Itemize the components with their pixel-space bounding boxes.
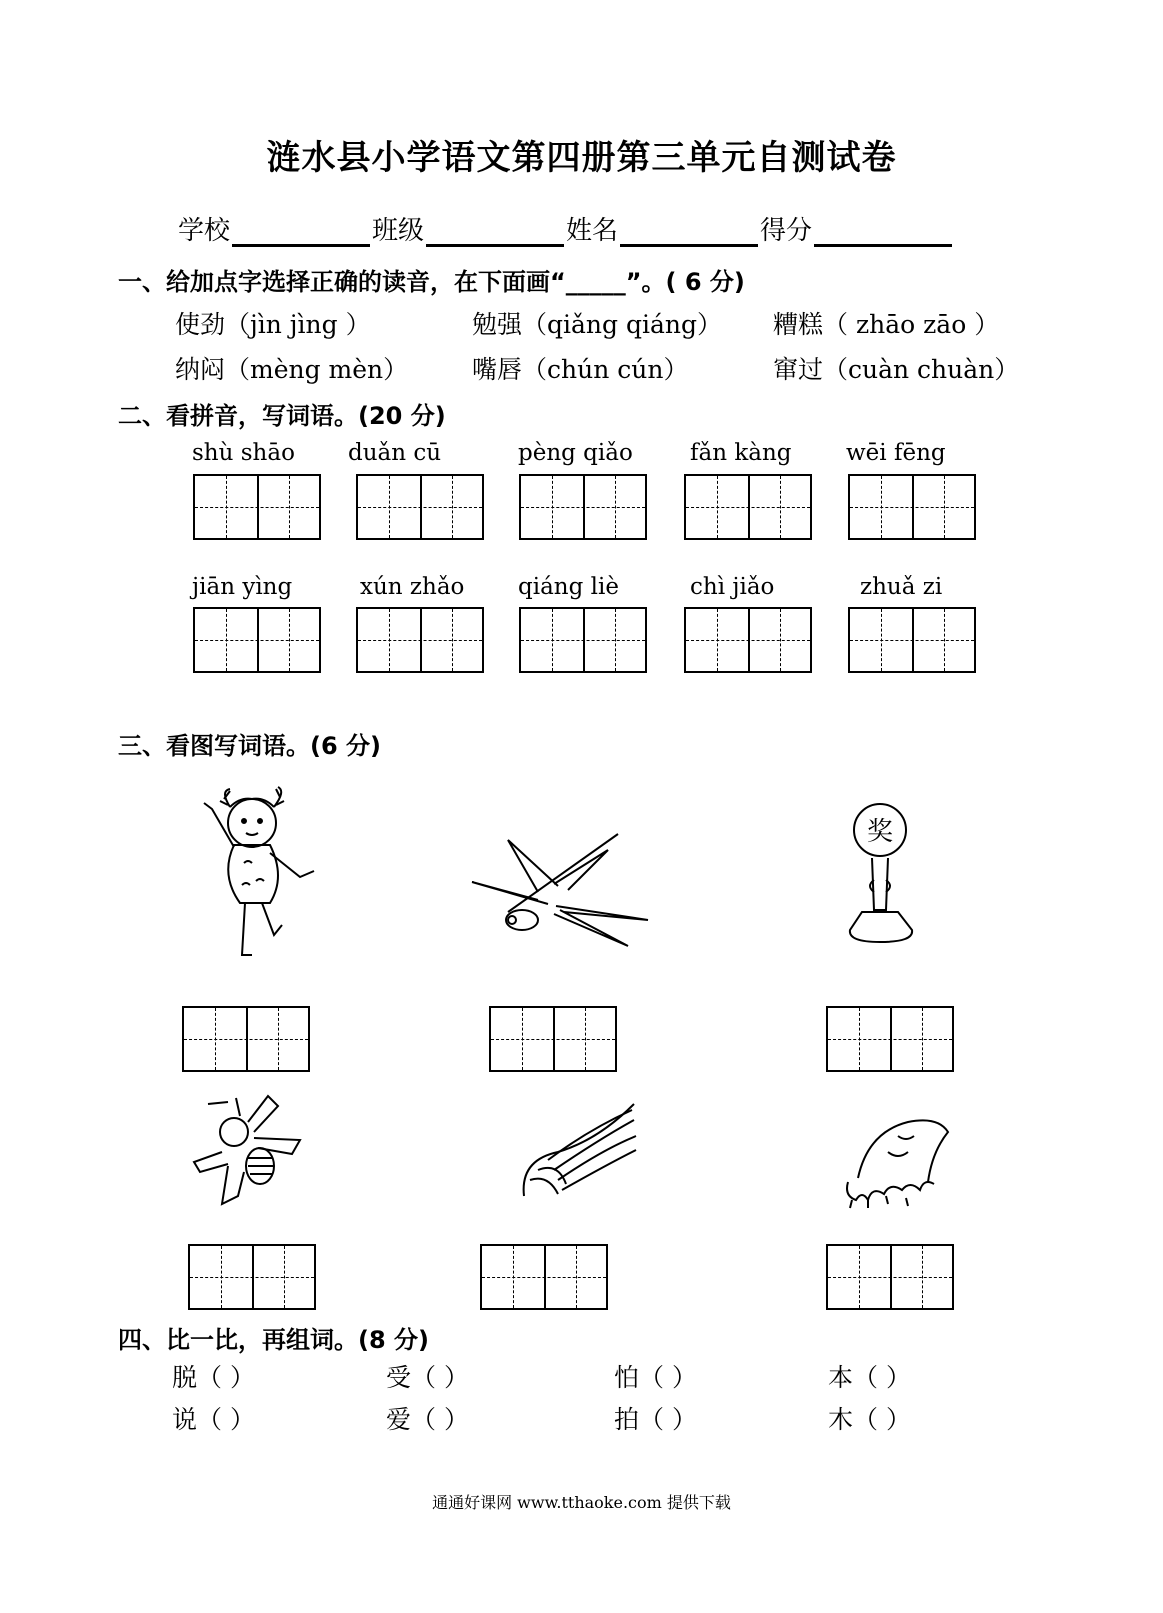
writing-grid[interactable] <box>519 474 647 540</box>
section1-heading: 一、给加点字选择正确的读音，在下面画“_____”。( 6 分) <box>118 268 745 296</box>
section2-heading: 二、看拼音，写词语。(20 分) <box>118 402 446 430</box>
writing-grid[interactable] <box>684 474 812 540</box>
word-blank[interactable]: 木（ ） <box>828 1405 911 1434</box>
pinyin-choice[interactable]: 糟糕（ zhāo zāo ） <box>773 310 1000 339</box>
school-label: 学校 <box>178 216 231 246</box>
writing-grid[interactable] <box>188 1244 316 1310</box>
pinyin-label: pèng qiǎo <box>518 440 633 466</box>
word-blank[interactable]: 本（ ） <box>828 1363 911 1392</box>
pinyin-label: chì jiǎo <box>690 574 775 600</box>
section4-row2 <box>0 1400 1163 1436</box>
pinyin-label: jiān yìng <box>192 574 293 600</box>
word-blank[interactable]: 怕（ ） <box>614 1363 697 1392</box>
class-blank[interactable] <box>426 218 564 247</box>
student-info <box>178 210 954 247</box>
writing-grid[interactable] <box>193 474 321 540</box>
score-blank[interactable] <box>814 218 952 247</box>
writing-grid[interactable] <box>480 1244 608 1310</box>
section1-row2 <box>0 350 1163 386</box>
section3-heading: 三、看图写词语。(6 分) <box>118 732 381 760</box>
writing-grid[interactable] <box>684 607 812 673</box>
word-blank[interactable]: 脱（ ） <box>172 1363 255 1392</box>
pinyin-choice[interactable]: 使劲（jìn jìng ） <box>175 310 371 339</box>
writing-grid[interactable] <box>182 1006 310 1072</box>
section4-heading: 四、比一比，再组词。(8 分) <box>118 1326 429 1354</box>
writing-grid[interactable] <box>519 607 647 673</box>
pinyin-choice[interactable]: 纳闷（mèng mèn） <box>175 355 409 384</box>
pinyin-label: fǎn kàng <box>690 440 792 466</box>
pinyin-label: qiáng liè <box>518 574 619 600</box>
bee-picture <box>188 1092 308 1212</box>
pinyin-label: wēi fēng <box>846 440 946 466</box>
word-blank[interactable]: 拍（ ） <box>614 1405 697 1434</box>
dragonfly-picture <box>468 830 658 950</box>
writing-grid[interactable] <box>848 474 976 540</box>
pinyin-label: xún zhǎo <box>360 574 465 600</box>
writing-grid[interactable] <box>193 607 321 673</box>
section1-row1 <box>0 305 1163 341</box>
school-blank[interactable] <box>232 218 370 247</box>
feather-picture <box>518 1100 640 1205</box>
word-blank[interactable]: 受（ ） <box>386 1363 469 1392</box>
writing-grid[interactable] <box>848 607 976 673</box>
score-label: 得分 <box>760 216 813 246</box>
pinyin-label: shù shāo <box>192 440 295 466</box>
writing-grid[interactable] <box>826 1006 954 1072</box>
pinyin-choice[interactable]: 窜过（cuàn chuàn） <box>773 355 1020 384</box>
pinyin-label: zhuǎ zi <box>860 574 943 600</box>
writing-grid[interactable] <box>826 1244 954 1310</box>
word-blank[interactable]: 说（ ） <box>172 1405 255 1434</box>
footer: 通通好课网 www.tthaoke.com 提供下载 <box>432 1493 731 1512</box>
writing-grid[interactable] <box>489 1006 617 1072</box>
pinyin-choice[interactable]: 嘴唇（chún cún） <box>472 355 689 384</box>
girl-picture <box>190 785 330 965</box>
name-blank[interactable] <box>620 218 758 247</box>
paw-picture <box>838 1112 958 1212</box>
pinyin-choice[interactable]: 勉强（qiǎng qiáng） <box>472 310 722 339</box>
page-title: 涟水县小学语文第四册第三单元自测试卷 <box>266 138 897 178</box>
writing-grid[interactable] <box>356 607 484 673</box>
section4-row1 <box>0 1358 1163 1394</box>
word-blank[interactable]: 爱（ ） <box>386 1405 469 1434</box>
class-label: 班级 <box>372 216 425 246</box>
name-label: 姓名 <box>566 216 619 246</box>
trophy-char: 奖 <box>866 817 894 847</box>
pinyin-label: duǎn cū <box>348 440 442 466</box>
writing-grid[interactable] <box>356 474 484 540</box>
trophy-picture <box>840 800 930 950</box>
